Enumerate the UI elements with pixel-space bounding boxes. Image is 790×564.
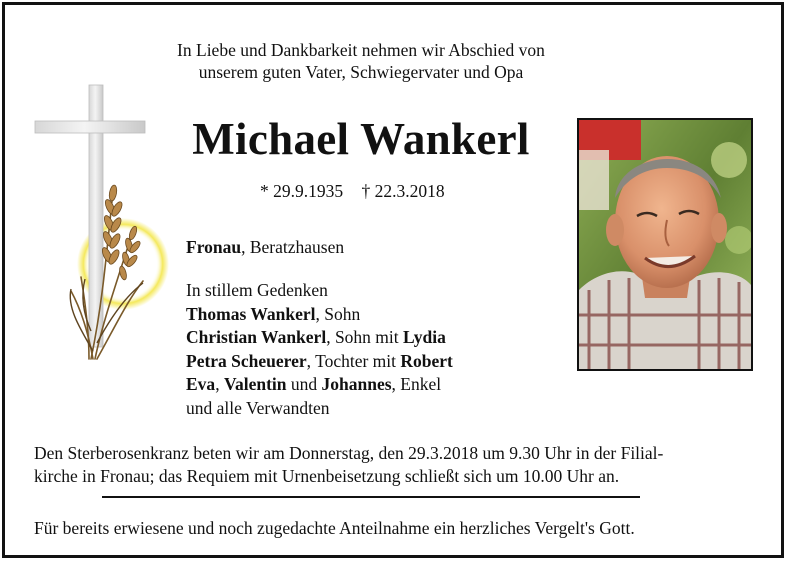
- mourners-closing: und alle Verwandten: [186, 397, 330, 418]
- mourners-intro: In stillem Gedenken: [186, 280, 328, 300]
- grandchild-name: Johannes: [321, 374, 392, 394]
- residence-town: , Beratzhausen: [241, 237, 345, 257]
- mourner-relation: , Enkel: [391, 374, 442, 394]
- residence-village: Fronau: [186, 237, 242, 257]
- mourner-relation: , Sohn: [315, 303, 361, 324]
- mourner-name: Petra Scheuerer: [186, 350, 307, 371]
- life-dates: [260, 181, 445, 202]
- portrait-illustration: [579, 120, 751, 369]
- separator: ,: [215, 374, 224, 394]
- mourner-name: Christian Wankerl: [186, 327, 327, 347]
- mourner-partner: Robert: [400, 350, 453, 371]
- intro-line-2: unserem guten Vater, Schwiegervater und Opa: [198, 62, 524, 82]
- grandchild-name: Eva: [186, 374, 216, 394]
- residence: [186, 237, 344, 258]
- divider-line: [102, 496, 640, 498]
- birth-date: * 29.9.1935: [260, 181, 344, 201]
- mourner-line: [186, 350, 453, 374]
- obituary-card: [2, 2, 784, 558]
- mourner-relation: , Sohn mit: [326, 327, 404, 347]
- portrait-photo: [577, 118, 753, 371]
- mourner-line: [186, 373, 453, 397]
- deceased-name: Michael Wankerl: [192, 114, 530, 164]
- thanks-text: Für bereits erwiesene und noch zugedachte Anteilnahme ein herzliches Vergelt's Gott.: [34, 518, 635, 538]
- intro-text: [5, 39, 717, 83]
- service-line-1: Den Sterberosenkranz beten wir am Donnerstag, den 29.3.2018 um 9.30 Uhr in der Filial-: [34, 443, 664, 463]
- mourner-relation: , Tochter mit: [306, 350, 401, 371]
- mourner-line: [186, 303, 453, 327]
- mourner-name: Thomas Wankerl: [186, 303, 316, 324]
- death-date: † 22.3.2018: [361, 181, 445, 201]
- mourners-list: [186, 279, 453, 420]
- intro-line-1: In Liebe und Dankbarkeit nehmen wir Abschied von: [177, 40, 545, 60]
- mourner-partner: Lydia: [403, 327, 446, 347]
- grandchild-name: Valentin: [223, 374, 287, 394]
- service-announcement: [34, 442, 764, 488]
- service-line-2: kirche in Fronau; das Requiem mit Urnenbeisetzung schließt sich um 10.00 Uhr an.: [34, 466, 620, 486]
- separator: und: [286, 374, 322, 394]
- mourner-line: [186, 326, 453, 350]
